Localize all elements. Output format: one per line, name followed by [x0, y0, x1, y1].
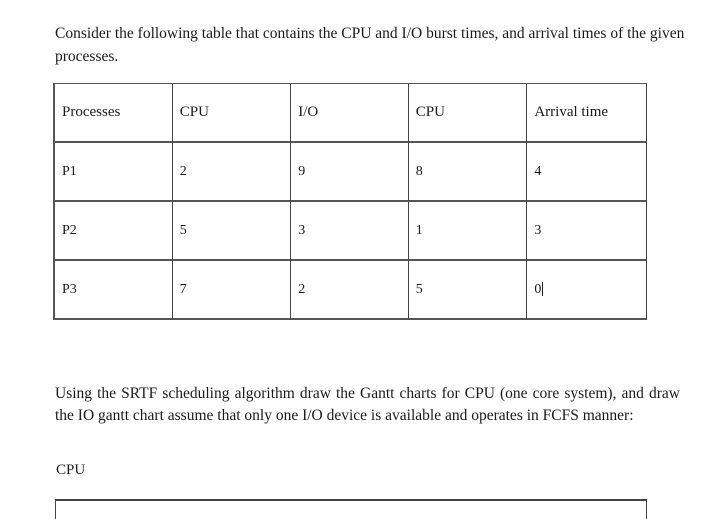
cell-cpu-burst-1: 7	[173, 261, 292, 320]
table-row	[55, 202, 647, 261]
cell-arrival-time-value: 0	[534, 281, 542, 297]
cell-io-burst: 2	[291, 261, 409, 320]
cell-cpu-burst-2: 1	[409, 202, 528, 261]
header-processes: Processes	[55, 84, 173, 143]
cpu-gantt-chart-box	[55, 499, 647, 519]
header-arrival-time: Arrival time	[527, 84, 647, 143]
question-paragraph: Using the SRTF scheduling algorithm draw the Gantt charts for CPU (one core system), and draw the IO gantt chart assume that only one I/O device is available and operates in FCFS manner:	[55, 385, 680, 424]
text-cursor	[542, 282, 543, 296]
cell-io-burst: 9	[291, 143, 409, 202]
process-table	[53, 83, 647, 320]
header-cpu-burst-2: CPU	[409, 84, 528, 143]
intro-paragraph: Consider the following table that contains the CPU and I/O burst times, and arrival times of the given processes.	[55, 25, 685, 65]
cell-arrival-time-editing[interactable]	[527, 261, 647, 320]
cpu-gantt-label: CPU	[56, 462, 86, 478]
cell-cpu-burst-2: 8	[409, 143, 528, 202]
cell-process: P2	[55, 202, 173, 261]
cell-process: P1	[55, 143, 173, 202]
cell-io-burst: 3	[291, 202, 409, 261]
cell-cpu-burst-1: 2	[173, 143, 292, 202]
header-io-burst: I/O	[291, 84, 409, 143]
table-row	[55, 261, 647, 320]
cell-process: P3	[55, 261, 173, 320]
cell-arrival-time: 3	[527, 202, 647, 261]
cell-arrival-time: 4	[527, 143, 647, 202]
header-cpu-burst-1: CPU	[173, 84, 292, 143]
table-row	[55, 143, 647, 202]
table-header-row	[55, 84, 647, 143]
cell-cpu-burst-1: 5	[173, 202, 292, 261]
cell-cpu-burst-2: 5	[409, 261, 528, 320]
